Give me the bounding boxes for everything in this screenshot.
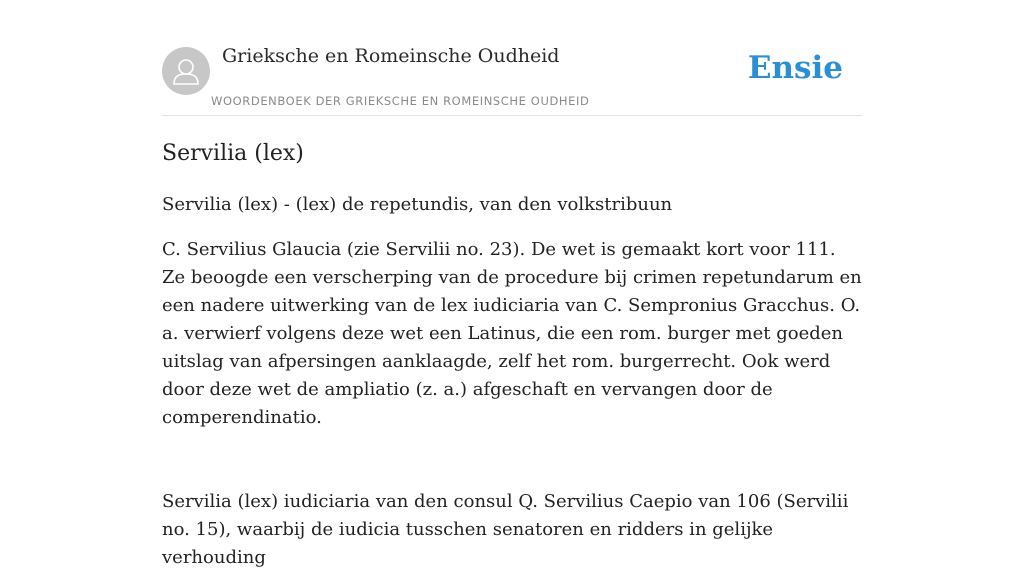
- user-icon: [162, 47, 210, 95]
- avatar[interactable]: [162, 47, 210, 95]
- article-paragraph: Servilia (lex) iudiciaria van den consul Q. Servilius Caepio van 106 (Servilii no. 15), waarbij de iudicia tusschen senatoren en ridders in gelijke verhouding: [162, 491, 849, 568]
- brand-logo[interactable]: Ensie: [747, 50, 843, 86]
- article: [162, 139, 862, 572]
- article-title: Servilia (lex): [162, 141, 304, 166]
- book-subtitle: WOORDENBOEK DER GRIEKSCHE EN ROMEINSCHE OUDHEID: [211, 94, 590, 108]
- book-title[interactable]: Grieksche en Romeinsche Oudheid: [222, 45, 560, 67]
- article-lead: Servilia (lex) - (lex) de repetundis, van den volkstribuun: [162, 194, 673, 215]
- article-paragraph: C. Servilius Glaucia (zie Servilii no. 23). De wet is gemaakt kort voor 111. Ze beoogde een verscherping van de procedure bij crimen repetundarum en een nadere uitwerking van de lex iudiciaria van C. Sempronius Gracchus. O. a. verwierf volgens deze wet een Latinus, die een rom. burger met goeden uitslag van afpersingen aanklaagde, zelf het rom. burgerrecht. Ook werd door deze wet de ampliatio (z. a.) afgeschaft en vervangen door de comperendinatio.: [162, 239, 862, 428]
- header: [162, 0, 862, 116]
